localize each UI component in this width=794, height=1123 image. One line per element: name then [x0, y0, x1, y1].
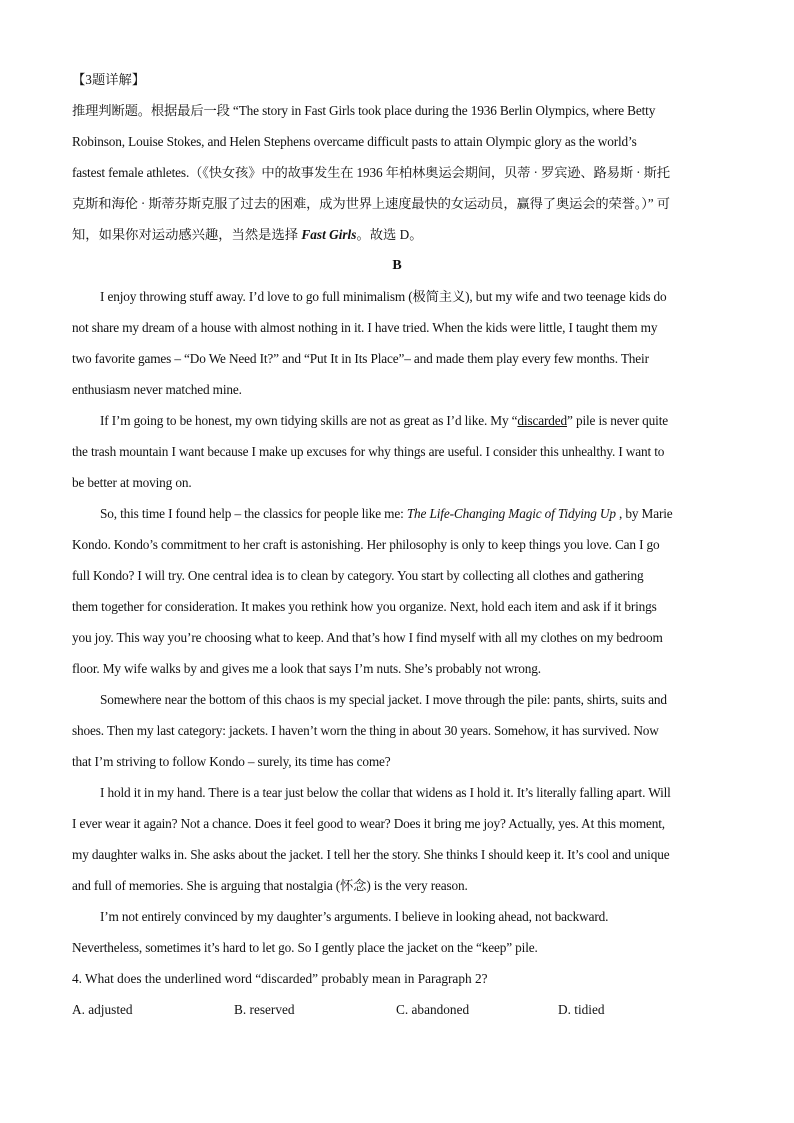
- option-b: B. reserved: [234, 1002, 295, 1017]
- paragraph-3-line: Kondo. Kondo’s commitment to her craft is astonishing. Her philosophy is only to keep things you love. Can I go: [72, 537, 660, 552]
- section-3-line: Robinson, Louise Stokes, and Helen Stephens overcame difficult pasts to attain Olympic glory as the world’s: [72, 134, 637, 149]
- paragraph-1-line: not share my dream of a house with almost nothing in it. I have tried. When the kids were little, I taught them my: [72, 320, 658, 335]
- question-4-stem: 4. What does the underlined word “discarded” probably mean in Paragraph 2?: [72, 971, 488, 986]
- paragraph-2-line: be better at moving on.: [72, 475, 192, 490]
- section-3-line: fastest female athletes.（《快女孩》中的故事发生在 1936 年柏林奥运会期间，贝蒂 · 罗宾逊、路易斯 · 斯托: [72, 165, 670, 180]
- paragraph-3-line: floor. My wife walks by and gives me a look that says I’m nuts. She’s probably not wrong.: [72, 661, 541, 676]
- paragraph-6-line: I’m not entirely convinced by my daughter’s arguments. I believe in looking ahead, not backward.: [100, 909, 609, 924]
- paragraph-2-text: ” pile is never quite: [567, 413, 668, 428]
- section-label-b: B: [392, 258, 402, 273]
- section-3-line: 推理判断题。根据最后一段 “The story in Fast Girls took place during the 1936 Berlin Olympics, where Betty: [72, 103, 656, 118]
- section-3-heading: 【3题详解】: [72, 72, 146, 87]
- section-3-last-line: [72, 219, 722, 250]
- paragraph-3-line: full Kondo? I will try. One central idea is to clean by category. You start by collecting all clothes and gathering: [72, 568, 644, 583]
- question-4-options: [72, 994, 722, 1025]
- section-3-line: 克斯和海伦 · 斯蒂芬斯克服了过去的困难，成为世界上速度最快的女运动员，赢得了奥运会的荣誉。）” 可: [72, 196, 670, 211]
- paragraph-3-text: , by Marie: [615, 506, 673, 521]
- paragraph-3-text: So, this time I found help – the classics for people like me:: [100, 506, 407, 521]
- paragraph-6-line: Nevertheless, sometimes it’s hard to let go. So I gently place the jacket on the “keep” pile.: [72, 940, 538, 955]
- paragraph-5-line: and full of memories. She is arguing that nostalgia (怀念) is the very reason.: [72, 878, 468, 893]
- paragraph-3-first-line: [72, 498, 722, 529]
- paragraph-1-line: enthusiasm never matched mine.: [72, 382, 242, 397]
- section-3-text: 知，如果你对运动感兴趣，当然是选择: [72, 227, 302, 242]
- paragraph-4-line: shoes. Then my last category: jackets. I haven’t worn the thing in about 30 years. Somehow, it has survived. Now: [72, 723, 659, 738]
- paragraph-5-line: I hold it in my hand. There is a tear just below the collar that widens as I hold it. It’s literally falling apart. Will: [100, 785, 671, 800]
- paragraph-1-line: I enjoy throwing stuff away. I’d love to go full minimalism (极简主义), but my wife and two teenage kids do: [100, 289, 667, 304]
- paragraph-1-line: two favorite games – “Do We Need It?” and “Put It in Its Place”– and made them play every few months. Their: [72, 351, 649, 366]
- paragraph-2-text: If I’m going to be honest, my own tidying skills are not as great as I’d like. My “: [100, 413, 518, 428]
- paragraph-3-line: you joy. This way you’re choosing what to keep. And that’s how I find myself with all my clothes on my bedroom: [72, 630, 663, 645]
- section-3-text: 。故选 D。: [356, 227, 423, 242]
- underlined-word-discarded: discarded: [517, 413, 568, 428]
- paragraph-4-line: that I’m striving to follow Kondo – surely, its time has come?: [72, 754, 391, 769]
- paragraph-5-line: my daughter walks in. She asks about the jacket. I tell her the story. She thinks I should keep it. It’s cool and unique: [72, 847, 670, 862]
- paragraph-5-line: I ever wear it again? Not a chance. Does it feel good to wear? Does it bring me joy? Actually, yes. At this moment,: [72, 816, 665, 831]
- paragraph-2-first-line: [72, 405, 722, 436]
- paragraph-2-line: the trash mountain I want because I make up excuses for why things are useful. I consider this unhealthy. I want to: [72, 444, 665, 459]
- document-page: [72, 64, 722, 1025]
- option-d: D. tidied: [558, 1002, 605, 1017]
- book-title: The Life-Changing Magic of Tidying Up: [406, 506, 616, 521]
- paragraph-4-line: Somewhere near the bottom of this chaos is my special jacket. I move through the pile: pants, shirts, suits and: [100, 692, 667, 707]
- fast-girls-title: Fast Girls: [301, 227, 357, 242]
- paragraph-3-line: them together for consideration. It makes you rethink how you organize. Next, hold each item and ask if it brings: [72, 599, 657, 614]
- option-a: A. adjusted: [72, 1002, 133, 1017]
- option-c: C. abandoned: [396, 1002, 470, 1017]
